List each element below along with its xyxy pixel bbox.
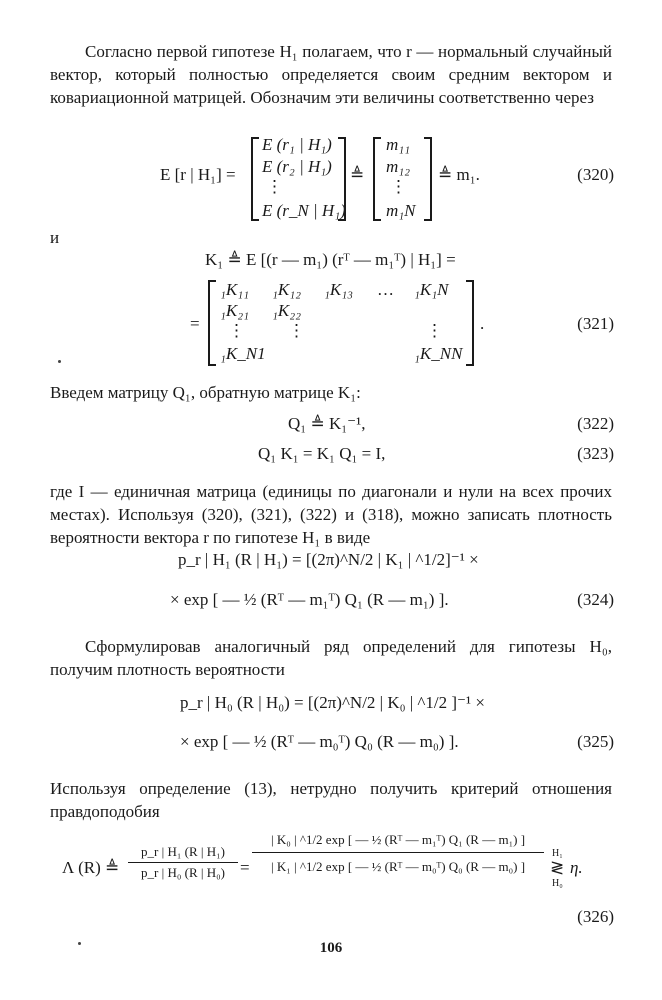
eq324-number: (324) — [577, 590, 614, 609]
eq320-delta: ≜ — [350, 165, 365, 184]
eq326-lhs: Λ (R) ≜ — [62, 858, 120, 877]
eq321-r1c2: ₁K₁₂ — [272, 280, 302, 299]
eq320-col2-row3: ⋮ — [390, 177, 407, 196]
h0-paragraph: Сформулировав аналогичный ряд определений для гипотезы H₀, получим плотность вероятности — [50, 637, 612, 679]
eq321-eq-sign: = — [190, 314, 200, 333]
page-number: 106 — [319, 940, 343, 956]
eq326-rhs-numerator: | K₀ | ^1/2 exp [ — ½ (Rᵀ — m₁ᵀ) Q₁ (R — m₁) ] — [252, 832, 544, 853]
eq320-number: (320) — [577, 165, 614, 184]
eq321-top-line: K₁ ≜ E [(r — m₁) (rᵀ — m₁ᵀ) | H₁] = — [205, 250, 456, 269]
eq320-col1-row3: ⋮ — [266, 177, 283, 196]
and-word: и — [50, 228, 60, 247]
eq325-number: (325) — [577, 732, 614, 751]
eq326-rhs-fraction — [252, 832, 544, 875]
identity-paragraph: где I — единичная матрица (единицы по диагонали и нули на всех прочих местах). Используя (320), (321), (322) и (318), можно записать плотность вероятности вектора r по гипотезе H₁ в виде — [50, 482, 612, 547]
eq326-lhs-numerator: p_r | H₁ (R | H₁) — [128, 844, 238, 863]
eq321-r1c3: ₁K₁₃ — [324, 280, 354, 299]
eq326-hyp-top: H₁ — [552, 848, 563, 859]
eq320-col2-row4: m₁N — [386, 201, 416, 220]
eq321-r3c2: ⋮ — [288, 321, 305, 340]
scan-speck — [78, 942, 81, 945]
eq324-line2: × exp [ — ½ (Rᵀ — m₁ᵀ) Q₁ (R — m₁) ]. — [170, 590, 449, 609]
introduce-q-line: Введем матрицу Q₁, обратную матрице K₁: — [50, 383, 361, 402]
eq320-bracket-right-1 — [338, 137, 346, 221]
eq325-line1: p_r | H₀ (R | H₀) = [(2π)^N/2 | K₀ | ^1/2 ]⁻¹ × — [180, 693, 485, 712]
eq321-r2c1: ₁K₂₁ — [220, 301, 250, 320]
eq321-r4c1: ₁K_N1 — [220, 344, 266, 363]
eq326-lhs-fraction — [128, 844, 238, 881]
eq320-bracket-left-2 — [373, 137, 381, 221]
eq320-col2-row1: m₁₁ — [386, 135, 411, 154]
eq320-col2-row2: m₁₂ — [386, 157, 411, 176]
eq321-r2c2: ₁K₂₂ — [272, 301, 302, 320]
eq326-rhs-denominator: | K₁ | ^1/2 exp [ — ½ (Rᵀ — m₀ᵀ) Q₀ (R — m₀) ] — [270, 859, 526, 874]
eq321-r4c2: ₁K_NN — [414, 344, 463, 363]
eq323-number: (323) — [577, 444, 614, 463]
eq320-rhs: ≜ m₁. — [438, 165, 480, 184]
eq324-line1: p_r | H₁ (R | H₁) = [(2π)^N/2 | K₁ | ^1/2]⁻¹ × — [178, 550, 479, 569]
eq320-lhs: E [r | H₁] = — [160, 165, 236, 184]
eq326-lhs-denominator: p_r | H₀ (R | H₀) — [141, 865, 225, 880]
eq326-number: (326) — [577, 907, 614, 926]
eq322-number: (322) — [577, 414, 614, 433]
eq321-r1c4: … — [377, 280, 394, 299]
eq321-r1c1: ₁K₁₁ — [220, 280, 250, 299]
eq326-threshold: η. — [570, 858, 583, 877]
eq320-col1-row4: E (r_N | H₁) — [262, 201, 346, 220]
eq323-text: Q₁ K₁ = K₁ Q₁ = I, — [258, 444, 386, 463]
eq325-line2: × exp [ — ½ (Rᵀ — m₀ᵀ) Q₀ (R — m₀) ]. — [180, 732, 459, 751]
eq321-r1c5: ₁K₁N — [414, 280, 449, 299]
eq321-number: (321) — [577, 314, 614, 333]
eq320-col1-row2: E (r₂ | H₁) — [262, 157, 332, 176]
eq326-hyp-bottom: H₀ — [552, 878, 563, 889]
eq320-bracket-right-2 — [424, 137, 432, 221]
eq320-bracket-left-1 — [251, 137, 259, 221]
eq326-compare: ≷ — [550, 858, 565, 877]
eq321-r3c3: ⋮ — [426, 321, 443, 340]
intro-paragraph: Согласно первой гипотезе H₁ полагаем, что r — нормальный случайный вектор, который полностью определяется своим средним вектором и ковариационной матрицей. Обозначим эти величины соответственно через — [50, 42, 612, 107]
lr-paragraph: Используя определение (13), нетрудно получить критерий отношения правдоподобия — [50, 779, 612, 821]
eq322-text: Q₁ ≜ K₁⁻¹, — [288, 414, 366, 433]
eq321-period: . — [480, 314, 485, 333]
eq321-r3c1: ⋮ — [228, 321, 245, 340]
eq321-bracket-left — [208, 280, 216, 366]
eq326-equals: = — [240, 858, 250, 877]
eq321-bracket-right — [466, 280, 474, 366]
scan-speck — [58, 360, 61, 363]
eq320-col1-row1: E (r₁ | H₁) — [262, 135, 332, 154]
